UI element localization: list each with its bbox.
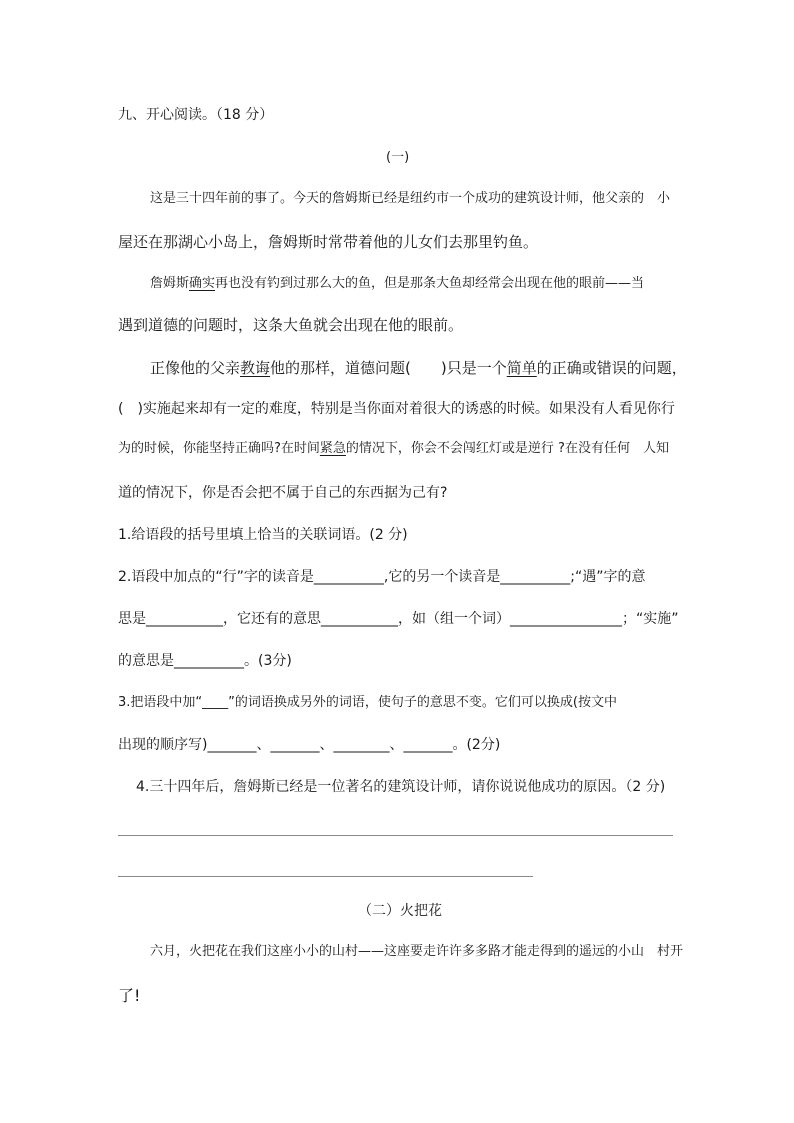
para2-line1 [150,276,644,292]
para3-line4: 道的情况下，你是否会把不属于自己的东西据为己有? [118,485,448,501]
para3-text-b: 他的那样，道德问题( )只是一个 [270,359,507,377]
underlined-word-jiaohui: 教诲 [240,359,271,377]
para1-line1: 这是三十四年前的事了。今天的詹姆斯已经是纽约市一个成功的建筑设计师，他父亲的 小 [150,191,671,206]
para2-line2: 遇到道德的问题时，这条大鱼就会出现在他的眼前。 [118,316,464,334]
question-2-line1: 2.语段中加点的“行”字的读音是__________,它的另一个读音是__________;“遇”字的意 [118,569,646,585]
para3-text-d: 为的时候，你能坚持正确吗?在时间 [118,441,320,456]
underlined-word-queshi: 确实 [189,276,216,291]
para2-text-b: 再也没有钓到过那么大的鱼，但是那条大鱼却经常会出现在他的眼前——当 [215,276,645,291]
part1-heading: (一) [386,150,410,165]
question-1: 1.给语段的括号里填上恰当的关联词语。(2 分) [118,527,408,543]
question-3-line1: 3.把语段中加“____”的词语换成另外的词语，使句子的意思不变。它们可以换成(按文中 [118,695,617,710]
question-3-line2: 出现的顺序写)_______、_______、________、_______。(2分) [118,737,501,753]
para3-text-c: 的正确或错误的问题， [536,359,687,377]
para3-line2: ( )实施起来却有一定的难度，特别是当你面对着很大的诱惑的时候。如果没有人看见你行 [118,401,675,417]
part2-heading: （二）火把花 [358,903,442,919]
para3-text-a: 正像他的父亲 [150,359,241,377]
underlined-word-jiandan: 简单 [506,359,537,377]
question-2-line3: 的意思是__________。(3分) [118,653,292,669]
para3-line1 [150,359,687,377]
question-4: 4.三十四年后，詹姆斯已经是一位著名的建筑设计师，请你说说他成功的原因。（2 分) [136,779,666,795]
para2-text-a: 詹姆斯 [150,276,190,291]
answer-line-2 [118,876,533,877]
para3-text-e: 的情况下，你会不会闯红灯或是逆行 ?在没有任何 人知 [345,441,669,456]
part2-line1: 六月，火把花在我们这座小小的山村——这座要走许许多多路才能走得到的遥远的小山 村开 [150,944,684,959]
para1-line2: 屋还在那湖心小岛上，詹姆斯时常带着他的儿女们去那里钓鱼。 [118,233,539,251]
underlined-word-jinji: 紧急 [319,441,346,456]
answer-line-1 [118,835,673,836]
part2-line2: 了! [118,986,141,1005]
question-2-line2: 思是___________，它还有的意思___________，如（组一个词）________________；“实施” [118,611,679,627]
section-title: 九、开心阅读。（18 分） [118,107,274,123]
para3-line3 [118,441,669,457]
